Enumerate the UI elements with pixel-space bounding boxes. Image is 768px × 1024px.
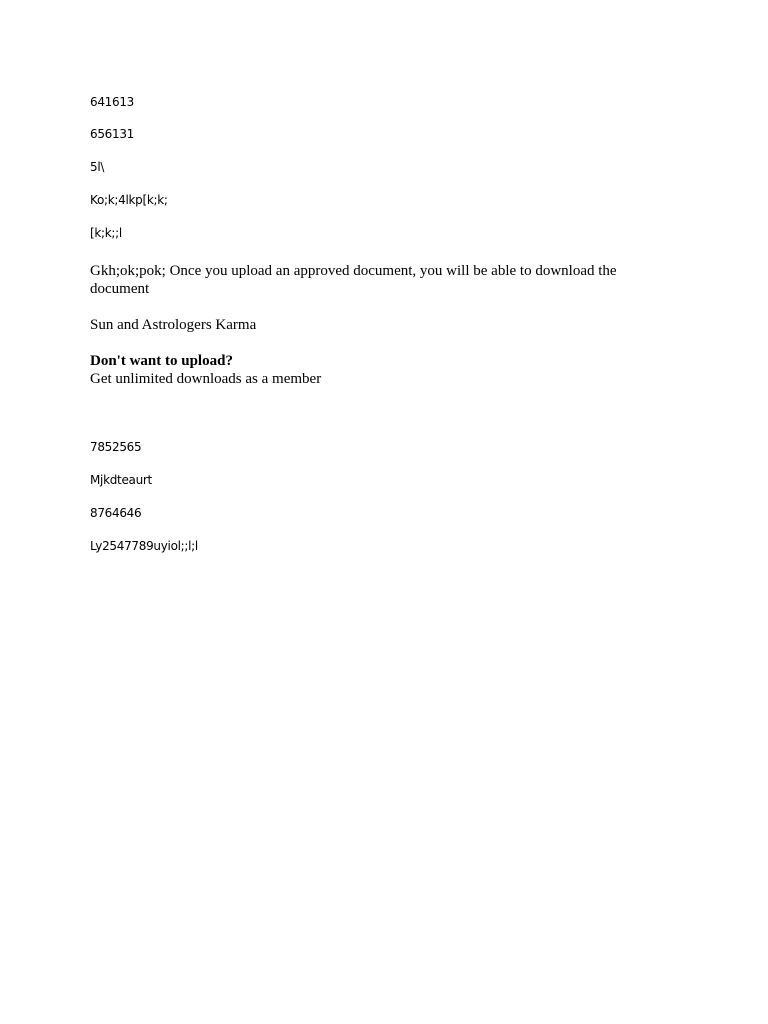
- text-line: 5l\: [90, 160, 105, 174]
- text-line: 7852565: [90, 440, 142, 454]
- text-line: 656131: [90, 127, 135, 141]
- document-title: Sun and Astrologers Karma: [90, 317, 257, 333]
- upload-notice-paragraph: Gkh;ok;pok; Once you upload an approved document, you will be able to download the document: [90, 263, 617, 297]
- text-line: Ko;k;4lkp[k;k;: [90, 193, 168, 207]
- cta-subtext[interactable]: Get unlimited downloads as a member: [90, 371, 322, 387]
- cta-heading: Don't want to upload?: [90, 353, 233, 369]
- text-line: 8764646: [90, 506, 142, 520]
- text-line: [k;k;;l: [90, 226, 122, 240]
- text-line: 641613: [90, 95, 135, 109]
- text-line: Mjkdteaurt: [90, 473, 152, 487]
- text-line: Ly2547789uyiol;;l;l: [90, 539, 198, 553]
